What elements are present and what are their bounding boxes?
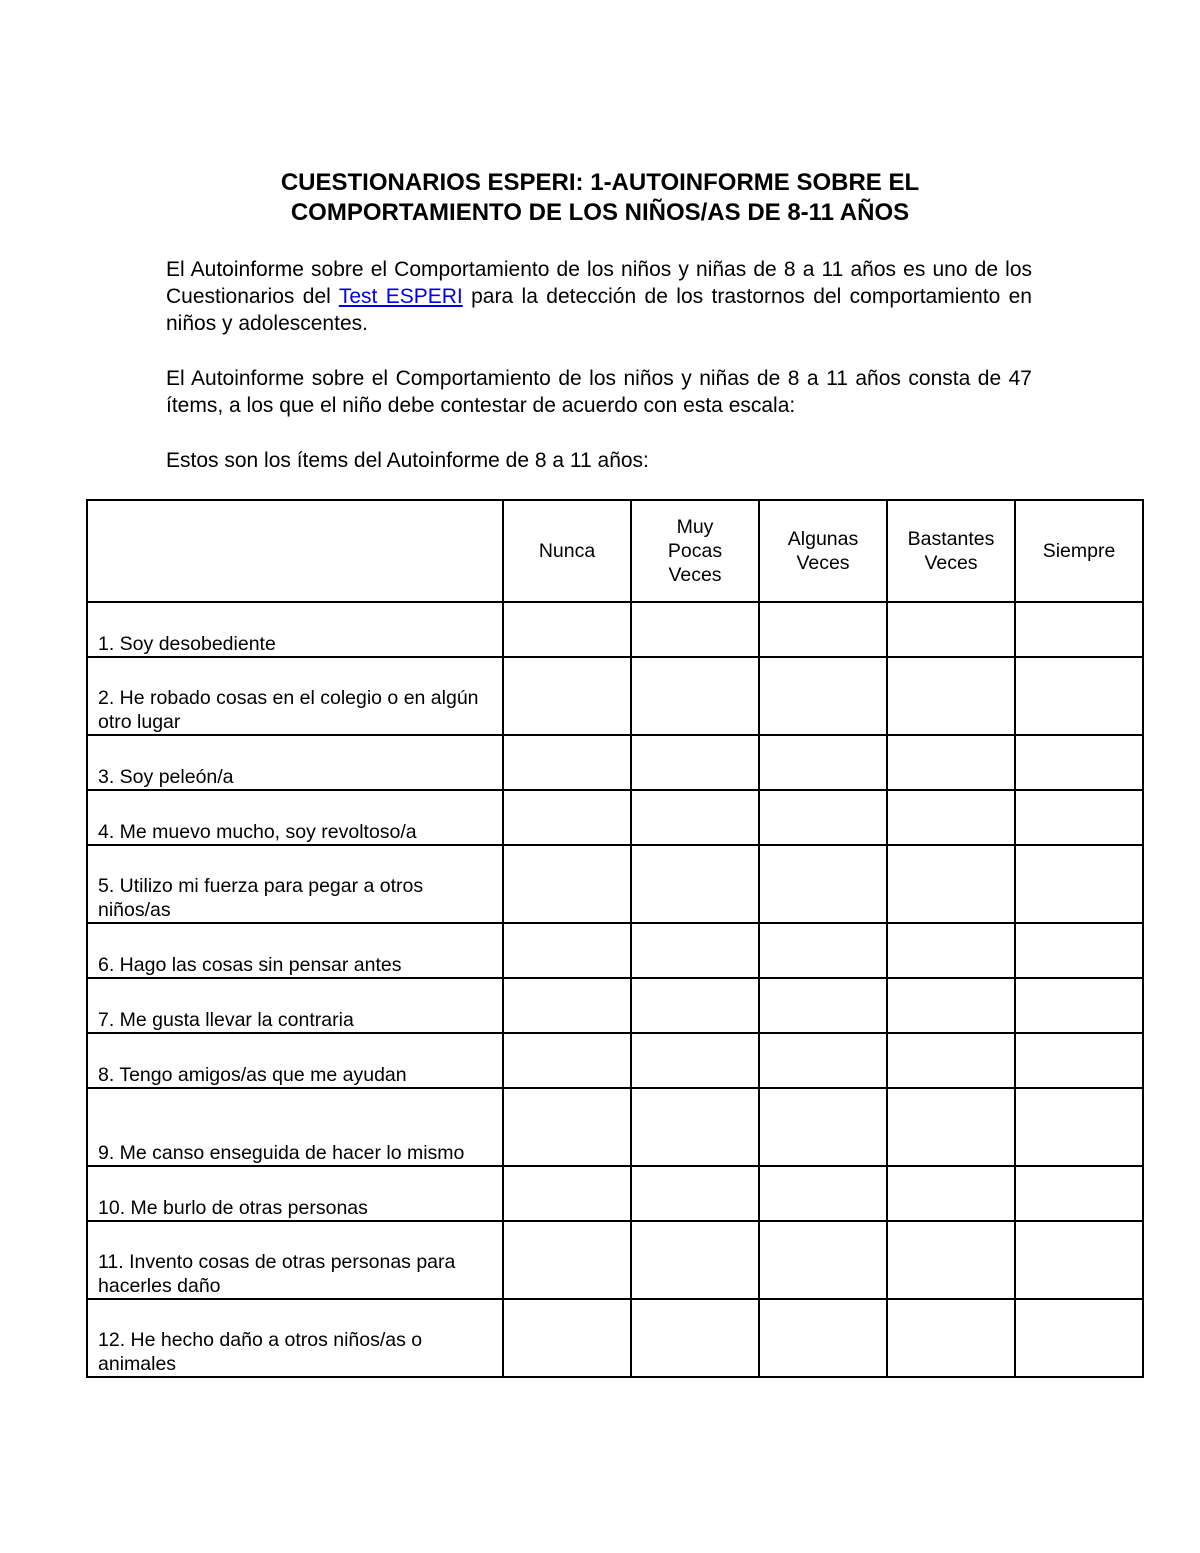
table-row	[87, 923, 1143, 978]
answer-cell-algunas-veces[interactable]	[759, 923, 887, 978]
answer-cell-bastantes-veces[interactable]	[887, 845, 1015, 923]
item-label: 11. Invento cosas de otras personas para hacerles daño	[87, 1221, 503, 1299]
answer-cell-muy-pocas-veces[interactable]	[631, 1299, 759, 1377]
answer-cell-muy-pocas-veces[interactable]	[631, 790, 759, 845]
answer-cell-bastantes-veces[interactable]	[887, 657, 1015, 735]
title-line-2: COMPORTAMIENTO DE LOS NIÑOS/AS DE 8-11 AÑOS	[290, 199, 910, 226]
answer-cell-muy-pocas-veces[interactable]	[631, 657, 759, 735]
answer-cell-muy-pocas-veces[interactable]	[631, 735, 759, 790]
answer-cell-nunca[interactable]	[503, 1221, 631, 1299]
table-row	[87, 978, 1143, 1033]
answer-cell-muy-pocas-veces[interactable]	[631, 978, 759, 1033]
header-bastantes-veces	[887, 500, 1015, 602]
answer-cell-algunas-veces[interactable]	[759, 1299, 887, 1377]
title-line-1: CUESTIONARIOS ESPERI: 1-AUTOINFORME SOBRE EL	[280, 169, 920, 196]
answer-cell-muy-pocas-veces[interactable]	[631, 1033, 759, 1088]
answer-cell-siempre[interactable]	[1015, 657, 1143, 735]
answer-cell-nunca[interactable]	[503, 602, 631, 657]
item-label: 10. Me burlo de otras personas	[87, 1166, 503, 1221]
answer-cell-nunca[interactable]	[503, 978, 631, 1033]
document-title	[0, 168, 1200, 228]
answer-cell-muy-pocas-veces[interactable]	[631, 1221, 759, 1299]
table-row	[87, 735, 1143, 790]
questionnaire-table	[86, 499, 1144, 1378]
header-muy-pocas-veces	[631, 500, 759, 602]
answer-cell-algunas-veces[interactable]	[759, 978, 887, 1033]
intro-paragraph	[166, 256, 1032, 337]
answer-cell-bastantes-veces[interactable]	[887, 978, 1015, 1033]
answer-cell-nunca[interactable]	[503, 923, 631, 978]
answer-cell-bastantes-veces[interactable]	[887, 602, 1015, 657]
answer-cell-bastantes-veces[interactable]	[887, 1033, 1015, 1088]
answer-cell-nunca[interactable]	[503, 657, 631, 735]
table-row	[87, 1299, 1143, 1377]
header-siempre: Siempre	[1015, 500, 1143, 602]
header-nunca: Nunca	[503, 500, 631, 602]
table-row	[87, 1166, 1143, 1221]
item-label: 12. He hecho daño a otros niños/as o animales	[87, 1299, 503, 1377]
answer-cell-algunas-veces[interactable]	[759, 1088, 887, 1166]
header-algunas-veces	[759, 500, 887, 602]
answer-cell-bastantes-veces[interactable]	[887, 790, 1015, 845]
answer-cell-muy-pocas-veces[interactable]	[631, 602, 759, 657]
table-row	[87, 657, 1143, 735]
answer-cell-algunas-veces[interactable]	[759, 1033, 887, 1088]
table-header-row	[87, 500, 1143, 602]
item-label: 9. Me canso enseguida de hacer lo mismo	[87, 1088, 503, 1166]
answer-cell-siempre[interactable]	[1015, 790, 1143, 845]
answer-cell-nunca[interactable]	[503, 1166, 631, 1221]
answer-cell-nunca[interactable]	[503, 845, 631, 923]
answer-cell-algunas-veces[interactable]	[759, 1166, 887, 1221]
header-bastantes-veces-label: Bastantes Veces	[907, 528, 995, 574]
answer-cell-siempre[interactable]	[1015, 978, 1143, 1033]
answer-cell-siempre[interactable]	[1015, 1221, 1143, 1299]
answer-cell-algunas-veces[interactable]	[759, 657, 887, 735]
answer-cell-siempre[interactable]	[1015, 602, 1143, 657]
answer-cell-nunca[interactable]	[503, 790, 631, 845]
scale-paragraph: El Autoinforme sobre el Comportamiento de los niños y niñas de 8 a 11 años consta de 47 ítems, a los que el niño debe contestar de acuerdo con esta escala:	[166, 367, 1032, 417]
item-label: 4. Me muevo mucho, soy revoltoso/a	[87, 790, 503, 845]
header-muy-pocas-veces-label: Muy Pocas Veces	[667, 516, 723, 586]
answer-cell-bastantes-veces[interactable]	[887, 923, 1015, 978]
answer-cell-algunas-veces[interactable]	[759, 845, 887, 923]
table-row	[87, 790, 1143, 845]
answer-cell-bastantes-veces[interactable]	[887, 1166, 1015, 1221]
answer-cell-algunas-veces[interactable]	[759, 1221, 887, 1299]
answer-cell-siempre[interactable]	[1015, 1166, 1143, 1221]
item-label: 6. Hago las cosas sin pensar antes	[87, 923, 503, 978]
answer-cell-muy-pocas-veces[interactable]	[631, 845, 759, 923]
item-label: 3. Soy peleón/a	[87, 735, 503, 790]
answer-cell-siempre[interactable]	[1015, 923, 1143, 978]
answer-cell-siempre[interactable]	[1015, 1299, 1143, 1377]
header-item-column	[87, 500, 503, 602]
answer-cell-nunca[interactable]	[503, 1088, 631, 1166]
items-intro-paragraph: Estos son los ítems del Autoinforme de 8 a 11 años:	[166, 449, 649, 472]
table-row	[87, 845, 1143, 923]
header-algunas-veces-label: Algunas Veces	[787, 528, 859, 574]
answer-cell-bastantes-veces[interactable]	[887, 1088, 1015, 1166]
answer-cell-siempre[interactable]	[1015, 1088, 1143, 1166]
answer-cell-bastantes-veces[interactable]	[887, 1299, 1015, 1377]
intro-text-start: El Autoinforme sobre el Comportamiento de los niños y niñas de 8 a 11 años es uno de los Cuestionarios del	[166, 258, 1032, 308]
answer-cell-bastantes-veces[interactable]	[887, 1221, 1015, 1299]
answer-cell-bastantes-veces[interactable]	[887, 735, 1015, 790]
item-label: 8. Tengo amigos/as que me ayudan	[87, 1033, 503, 1088]
answer-cell-siempre[interactable]	[1015, 1033, 1143, 1088]
intro-text-end: para la detección de los trastornos del comportamiento en niños y adolescentes.	[166, 285, 1032, 335]
item-label: 5. Utilizo mi fuerza para pegar a otros niños/as	[87, 845, 503, 923]
table-row	[87, 1221, 1143, 1299]
answer-cell-siempre[interactable]	[1015, 735, 1143, 790]
answer-cell-nunca[interactable]	[503, 735, 631, 790]
answer-cell-algunas-veces[interactable]	[759, 790, 887, 845]
answer-cell-siempre[interactable]	[1015, 845, 1143, 923]
table-row	[87, 1033, 1143, 1088]
item-label: 7. Me gusta llevar la contraria	[87, 978, 503, 1033]
answer-cell-muy-pocas-veces[interactable]	[631, 1166, 759, 1221]
answer-cell-algunas-veces[interactable]	[759, 602, 887, 657]
item-label: 2. He robado cosas en el colegio o en algún otro lugar	[87, 657, 503, 735]
answer-cell-nunca[interactable]	[503, 1299, 631, 1377]
item-label: 1. Soy desobediente	[87, 602, 503, 657]
answer-cell-muy-pocas-veces[interactable]	[631, 923, 759, 978]
answer-cell-algunas-veces[interactable]	[759, 735, 887, 790]
answer-cell-nunca[interactable]	[503, 1033, 631, 1088]
table-row	[87, 1088, 1143, 1166]
test-esperi-link[interactable]: Test ESPERI	[338, 285, 463, 308]
table-row	[87, 602, 1143, 657]
answer-cell-muy-pocas-veces[interactable]	[631, 1088, 759, 1166]
